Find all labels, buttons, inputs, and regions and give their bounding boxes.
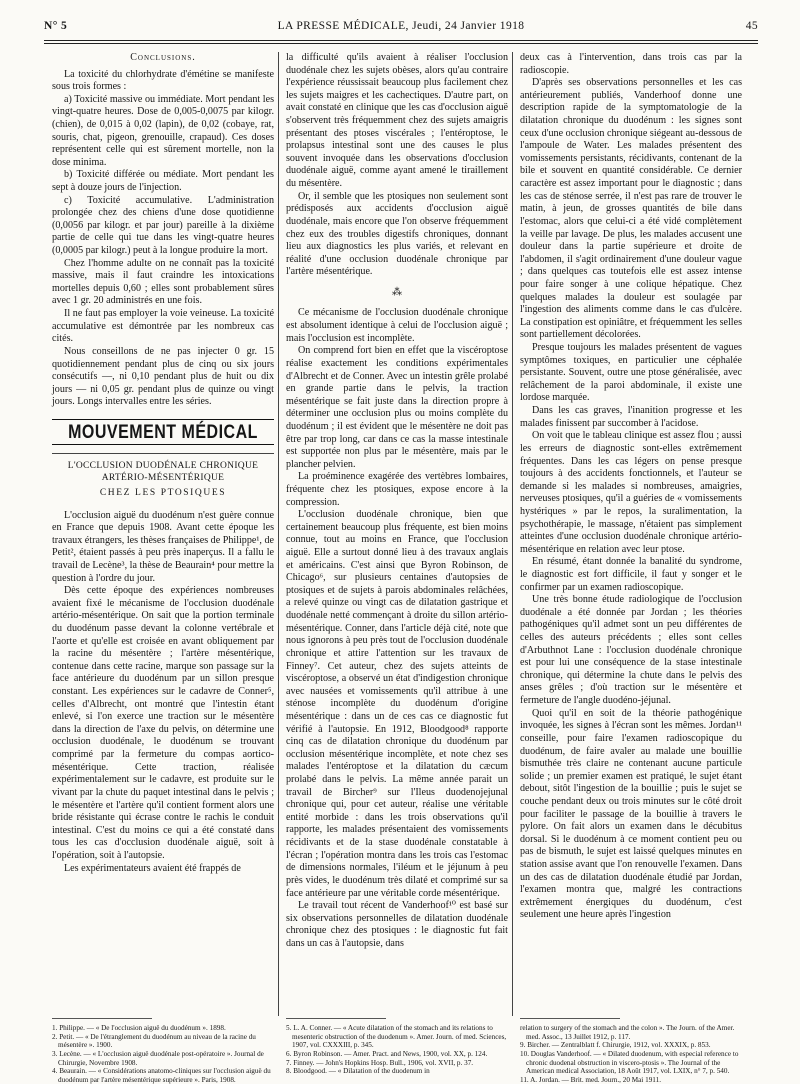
page-header [44, 20, 758, 36]
header-rule [44, 40, 758, 41]
footnote: 4. Beaurain. — « Considérations anatomo-cliniques sur l'occlusion aiguë du duodénum par l'artère mésentérique supérieure ». Paris, 1908. [52, 1067, 271, 1084]
conclusion-paragraph: Nous conseillons de ne pas injecter 0 gr. 15 quotidiennement pendant plus de cinq ou six jours consécutifs —, ni 0,10 pendant plus de huit ou dix jours — ni 0,05 gr. pendant plus de quinze ou vingt jours. Longs intervalles entre les séries. [52, 345, 274, 408]
article-paragraph: La proéminence exagérée des vertèbres lombaires, fréquente chez les ptosiques, expose encore à la compression. [286, 471, 508, 508]
article-text [52, 510, 274, 876]
column-1 [52, 52, 274, 875]
footnotes-column-1 [52, 1024, 274, 1084]
footnote: 2. Petit. — « De l'étranglement du duodénum au niveau de la racine du mésentère ». 1900. [52, 1032, 256, 1050]
article-paragraph: On comprend fort bien en effet que la viscéroptose réalise exactement les conditions expérimentales d'Albrecht et de Conner. Avec un intestin grêle prolabé en grande partie dans le pelvis, la traction mésentérique se fait juste dans la direction propre à déterminer une occlusion plus ou moins complète du duodénum ; il est évident que le mésentère ne doit pas être par trop long, car dans ce cas la masse intestinale est supportée non plus par le mésentère, mais par le plancher pelvien. [286, 345, 508, 470]
article-text-part-2 [286, 307, 508, 950]
column-divider [278, 52, 279, 1016]
article-text-continued [286, 52, 508, 279]
footnote: 5. L. A. Conner. — « Acute dilatation of the stomach and its relations to mesenteric obstruction of the duodenum ». Amer. Journ. of med. Sciences, 1907, vol. CXXXIII, p. 345. [286, 1024, 507, 1050]
footnotes-column-2 [286, 1024, 508, 1076]
article-paragraph: L'occlusion duodénale chronique, bien que certainement beaucoup plus fréquente, est bien moins connue, tout au moins en France, que l'occlusion aiguë. Elle a surtout donné lieu à des travaux anglais et américains. C'est ainsi que Byron Robinson, de Chicago⁶, sur plusieurs centaines d'autopsies de ptosiques et de sujets à parois abdominales relâchées, a relevé quinze ou vingt cas de dilatation gastrique et duodénale netté commençant à droite du sillon artério-mésentérique. Conner, dans l'article déjà cité, note que nous ignorons à peu près tout de l'occlusion duodénale chronique et attire l'attention sur les travaux de Finney⁷. Cet auteur, chez des sujets atteints de viscéroptose, a observé un état d'indigestion chronique avec nausées et vomissements qu'il attribue à une sténose incomplète du duodénum d'origine mésentérique : dans un de ces cas ce diagnostic fut vérifié à l'autopsie. En 1912, Bloodgood⁸ rapporte cinq cas de dilatation chronique du duodénum par occlusion mésentérique incomplète, et note chez ses malades l'entéroptose et la dilatation du cæcum prolabé dans le pelvis. La même année parait un travail de Bircher⁹ sur l'Ileus duodenojejunal chronique qui, pour cet auteur, réalise une véritable entité morbide : dans les trois observations qu'il rapporte, les malades présentaient des vomissements récidivants et de la stase duodénale constatable à l'écran ; l'opération montra dans les trois cas l'estomac de dimensions normales, l'iléum et le jéjunum à peu près vides, le duodénum très dilaté et comprimé sur sa face antérieure par une véritable corde mésentérique. [286, 509, 508, 899]
article-paragraph: En résumé, étant donnée la banalité du syndrome, le diagnostic est fort difficile, il faut y songer et le confirmer par un examen radioscopique. [520, 556, 742, 593]
conclusion-paragraph: Il ne faut pas employer la voie veineuse. La toxicité accumulative est démontrée par les nombreux cas cités. [52, 308, 274, 345]
article-paragraph: deux cas à l'intervention, dans trois cas par la radioscopie. [520, 52, 742, 76]
footnote-rule [520, 1018, 620, 1019]
footnote: 3. Lecène. — « L'occlusion aiguë duodénale post-opératoire ». Journal de Chirurgie, Novembre 1908. [52, 1049, 264, 1067]
header-rule-2 [44, 43, 758, 44]
article-paragraph: Une très bonne étude radiologique de l'occlusion duodénale a été donnée par Jordan ; les théories pathogéniques qu'il admet sont un peu différentes de celles des auteurs précédents ; elles sont celles d'Arbuthnot Lane : l'occlusion duodénale chronique est pour lui une conséquence de la stase intestinale chronique, qui détermine la chute dans le pelvis des anses grêles ; d'où traction sur le mésentère et fermeture de l'angle duodéno-jéjunal. [520, 594, 742, 707]
conclusion-paragraph: La toxicité du chlorhydrate d'émétine se manifeste sous trois formes : [52, 68, 274, 93]
footnotes-column-3 [520, 1024, 742, 1084]
conclusion-paragraph: a) Toxicité massive ou immédiate. Mort pendant les vingt-quatre heures. Dose de 0,005-0,0075 par kilogr. (chien), de 0,015 à 0,02 (lapin), de 0,02 (cobaye, rat, souris, chat, pigeon, grenouille, crapaud). Ces doses représentent celle qui est sûrement mortelle, non la dose minima. [52, 93, 274, 168]
page-number: 45 [745, 20, 758, 32]
footnote: 1. Philippe. — « De l'occlusion aiguë du duodénum ». 1898. [52, 1024, 226, 1032]
article-paragraph: Le travail tout récent de Vanderhoof¹⁰ est basé sur six observations personnelles de dilatation duodénale chronique chez des ptosiques : le diagnostic fut fait dans un cas à l'autopsie, dans [286, 900, 508, 949]
footnote-rule [286, 1018, 386, 1019]
conclusion-paragraph: Chez l'homme adulte on ne connaît pas la toxicité massive, mais il faut craindre les intoxications mortelles depuis 0,60 ; elles sont probablement sûres avec 1 gr. 20 administrés en une fois. [52, 257, 274, 307]
article-paragraph: Ce mécanisme de l'occlusion duodénale chronique est absolument identique à celui de l'occlusion aiguë ; mais l'occlusion est incomplète. [286, 307, 508, 344]
column-2 [286, 52, 508, 951]
section-title: MOUVEMENT MÉDICAL [68, 422, 258, 443]
article-paragraph: Or, il semble que les ptosiques non seulement sont prédisposés aux accidents d'occlusion aiguë duodénale, mais encore que l'on observe fréquemment chez eux des troubles digestifs chroniques, donnant lieu aux diagnostics les plus variés, et relevant en réalité d'une occlusion duodénale chronique par l'artère mésentérique. [286, 190, 508, 278]
article-paragraph: Dans les cas graves, l'inanition progresse et les malades finissent par succomber à l'acidose. [520, 405, 742, 429]
column-3 [520, 52, 742, 922]
conclusions-text [52, 69, 274, 409]
footnote: 9. Bircher. — Zentralblatt f. Chirurgie, 1912, vol. XXXIX, p. 853. [520, 1041, 711, 1050]
conclusion-paragraph: b) Toxicité différée ou médiate. Mort pendant les sept à douze jours de l'injection. [52, 169, 274, 193]
footnote: 7. Finney. — John's Hopkins Hosp. Bull., 1906, vol. XVII, p. 37. [286, 1058, 474, 1067]
section-separator: ⁂ [392, 286, 402, 298]
conclusions-heading: Conclusions. [130, 52, 196, 63]
footnote: 6. Byron Robinson. — Amer. Pract. and News, 1900, vol. XX, p. 124. [286, 1049, 488, 1058]
article-paragraph: Dès cette époque des expériences nombreuses avaient fixé le mécanisme de l'occlusion duodénale artério-mésentérique. On sait que la portion terminale du duodénum passe devant la colonne vertébrale et l'aorte et qu'elle est croisée en avant obliquement par la racine du mésentère ; l'artère mésentérique, contenue dans cette racine, marque son passage sur la face antérieure du duodénum par un sillon presque constant. Les expériences sur le cadavre de Conner⁵, celles d'Albrecht, ont montré que l'intestin étant enlevé, si l'on exerce une traction sur le mésentère dans la direction de l'axe du pelvis, on détermine une occlusion duodénale, le duodénum se trouvant comprimé par la fermeture du compas aortico-mésentérique. Cette traction, réalisée expérimentalement sur le cadavre, est produite sur le vivant par la chute du paquet intestinal dans le pelvis ; le mésentère et l'artère qu'il contient forment alors une bride résistante qui écrase contre le rachis le conduit intestinal. C'est du moins ce qui a été constaté dans tous les cas d'occlusion duodénale aiguë, soit à l'opération, soit à l'autopsie. [52, 585, 274, 861]
footnote-rule [52, 1018, 152, 1019]
article-paragraph: la difficulté qu'ils avaient à réaliser l'occlusion duodénale chez les sujets obèses, alors qu'au contraire l'expérience réussissait beaucoup plus facilement chez les sujets maigres et les cachectiques. D'autre part, on avait constaté en clinique que les cas d'occlusion aiguë s'observent très fréquemment chez des sujets amaigris présentant des ptoses viscérales ; l'entéroptose, le prolapsus intestinal sont une des causes le plus souvent invoquée dans les observations d'occlusion duodénale aiguë, comme ayant amené le tiraillement du mésentère. [286, 52, 508, 190]
article-title: L'OCCLUSION DUODÉNALE CHRONIQUE ARTÉRIO-MÉSENTÉRIQUE [52, 453, 274, 485]
footnote: 11. A. Jordan. — Brit. med. Journ., 20 Mai 1911. [520, 1075, 662, 1084]
footnote: relation to surgery of the stomach and the colon ». The Journ. of the Amer. med. Assoc., 13 Juillet 1912, p. 117. [520, 1024, 735, 1041]
conclusion-paragraph: c) Toxicité accumulative. L'administration prolongée chez des chiens d'une dose quotidienne (0,0056 par kilogr. et par jour) pareille à la dixième partie de celle qui tue dans les vingt-quatre heures (0,0005 par kilogr.) peut à la longue produire la mort. [52, 194, 274, 257]
footnote: 10. Douglas Vanderhoof. — « Dilated duodenum, with especial reference to chronic duodenal obstruction in viscero-ptosis ». The Journal of the American medical Association, 18 Août 1917, vol. LXIX, n° 7, p. 540. [520, 1049, 739, 1076]
article-paragraph: On voit que le tableau clinique est assez flou ; aussi les erreurs de diagnostic sont-elles extrêmement fréquentes. Dans les cas légers on pense presque toujours à des accidents fonctionnels, et l'auteur se demande si les malades si nombreuses, amaigries, nerveuses ptosiques, qu'il a guéries de « vomissements hystériques » par le repos, la suralimentation, la psychothérapie, le massage, n'étaient pas simplement atteintes d'une occlusion duodénale chronique artério-mésentérique en relation avec leur ptose. [520, 430, 742, 555]
footnote: 8. Bloodgood. — « Dilatation of the duodenum in [286, 1067, 430, 1076]
journal-title: LA PRESSE MÉDICALE, Jeudi, 24 Janvier 1918 [277, 20, 525, 32]
article-text-part-3 [520, 52, 742, 922]
article-paragraph: Les expérimentateurs avaient été frappés de [64, 862, 241, 874]
article-paragraph: D'après ses observations personnelles et les cas antérieurement publiés, Vanderhoof donne une description rapide de la symptomatologie de la dilatation chronique du duodénum : les signes sont ceux d'une occlusion chronique siégeant au-dessous de l'ampoule de Water. Les malades présentent des vomissements persistants, récidivants, contenant de la bile et souvent en quantité considérable. Ce dernier caractère est assez important pour le diagnostic ; dans les cas de sténose serrée, il n'est pas rare de trouver le matin, à jeun, de grosses quantités de bile dans l'estomac, alors que celui-ci a été vidé complètement la veille par lavage. De plus, les malades accusent une douleur dans la partie supérieure et droite de l'abdomen, il s'agit ordinairement d'une douleur vague ; dans quelques cas toutefois elle est assez intense pour faire songer à une colique hépatique. Chez quelques malades la douleur est soulagée par l'ingestion des aliments comme dans le cas d'ulcère. La constipation est opiniâtre, et fréquemment les selles sont partiellement décolorées. [520, 77, 742, 341]
article-paragraph: Presque toujours les malades présentent de vagues symptômes toxiques, en particulier une céphalée persistante. Souvent, outre une ptose généralisée, avec relâchement de la paroi abdominale, il existe une lordose marquée. [520, 342, 742, 404]
article-subtitle: CHEZ LES PTOSIQUES [99, 487, 227, 498]
section-banner [52, 419, 274, 445]
article-paragraph: L'occlusion aiguë du duodénum n'est guère connue en France que depuis 1908. Avant cette époque les travaux étrangers, les thèses françaises de Philippe¹, de Petit², étaient passés à peu près inaperçus. Il a fallu le travail de Lecène³, la thèse de Beaurain⁴ pour mettre la question à l'ordre du jour. [52, 509, 274, 584]
issue-number: N° 5 [44, 20, 68, 32]
column-divider [512, 52, 513, 1016]
article-paragraph: Quoi qu'il en soit de la théorie pathogénique invoquée, les signes à l'écran sont les mêmes. Jordan¹¹ conseille, pour faire l'examen radioscopique du duodénum, de faire avaler au malade une bouillie bismuthée très claire ne contenant aucune particule solide ; un premier examen est pratiqué, le sujet étant debout, sitôt l'ingestion de la bouillie ; puis le sujet se couche pendant deux ou trois minutes sur le côté droit pour faciliter le passage de la bouillie à travers le pylore. On fait alors un examen dans le décubitus dorsal. Si le duodénum à ce moment contient peu ou pas de bismuth, le sujet est laissé quelques minutes en station assise avant que l'on renouvelle l'examen. Dans un des cas de dilatation duodénale étudié par Jordan, l'examen montra que, malgré les contractions extrêmement énergiques du duodénum, c'est seulement une heure après l'ingestion [520, 707, 742, 921]
